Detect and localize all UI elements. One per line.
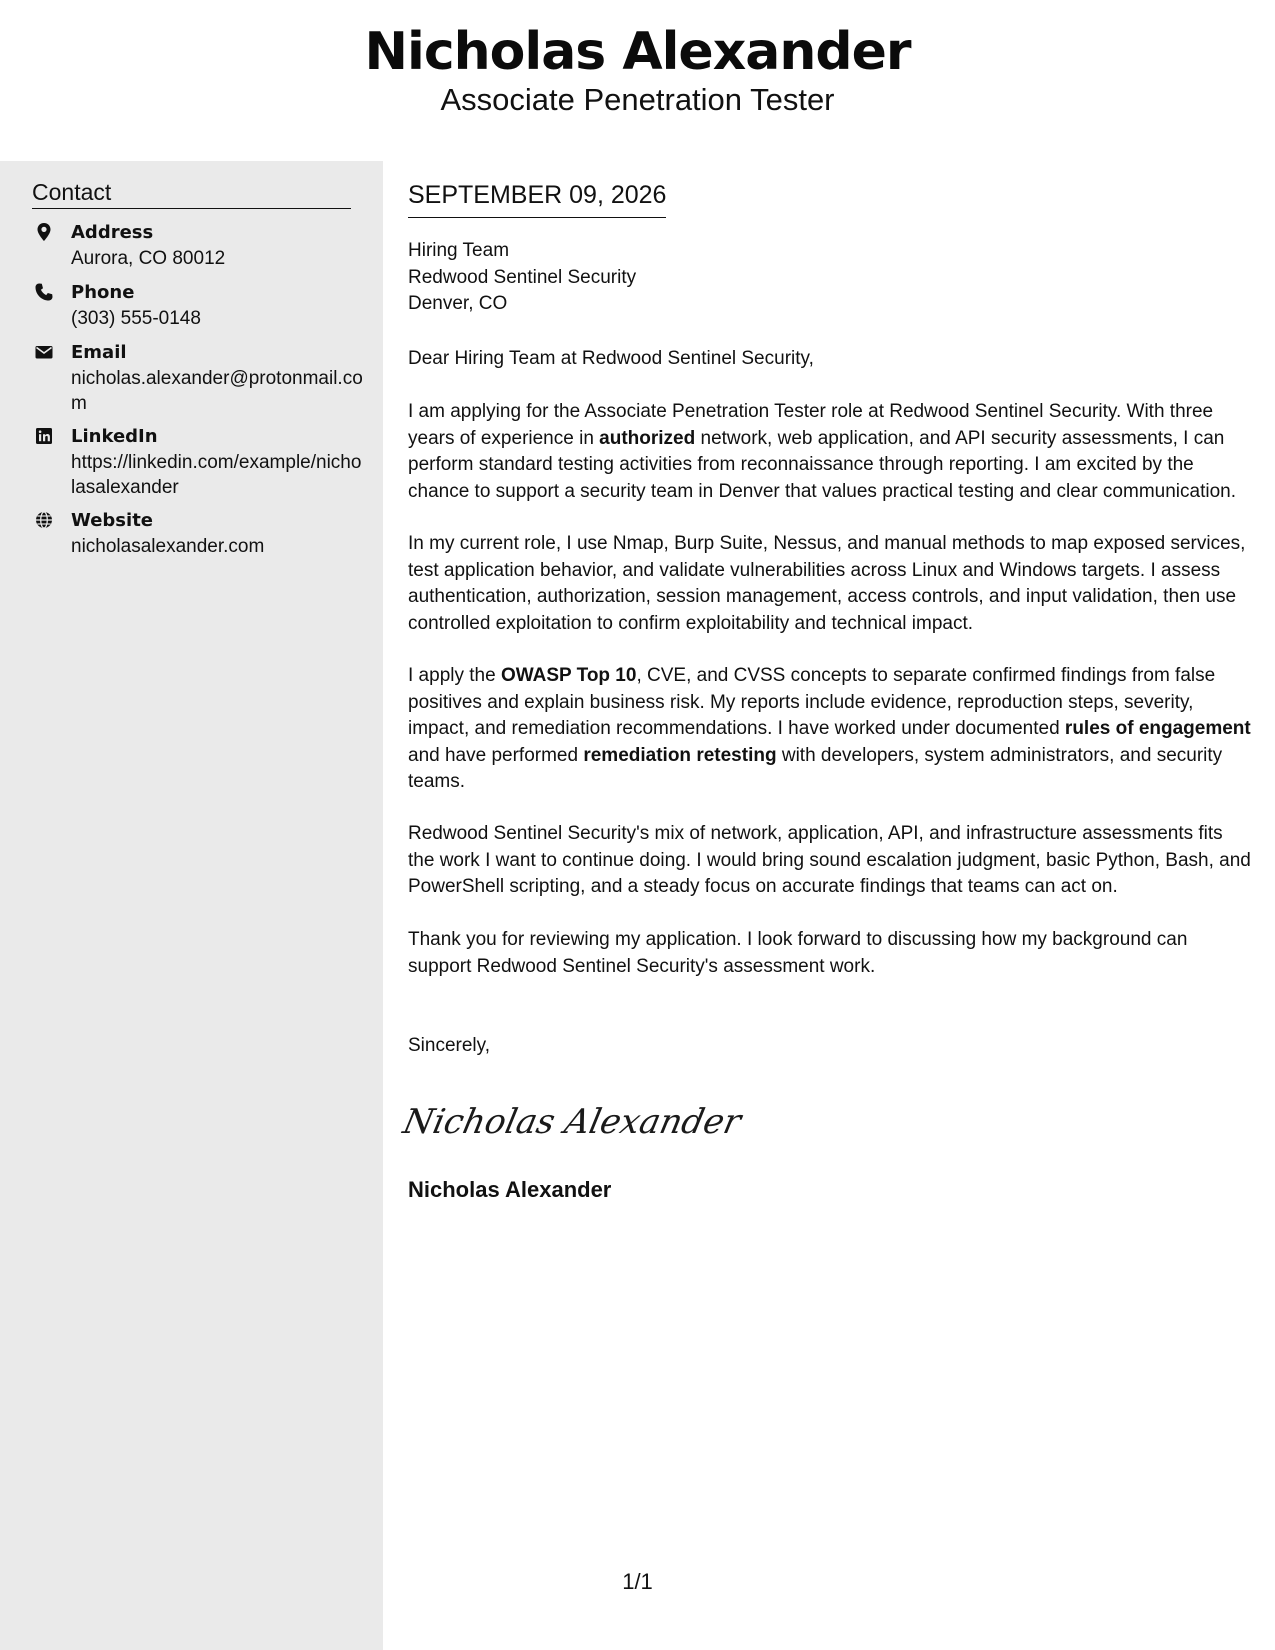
- letter-date: SEPTEMBER 09, 2026: [408, 179, 666, 218]
- signature-text: Nicholas Alexander: [399, 1102, 745, 1142]
- paragraph-text: network, web application, and API security assessments, I can perform standard testing activities from reconnaissance through reporting. I am excited by the chance to support a security team in Denver that values practical testing and clear communication.: [408, 427, 1236, 502]
- emphasis-text: remediation retesting: [583, 744, 777, 766]
- website-value[interactable]: nicholasalexander.com: [71, 536, 265, 557]
- paragraph-text: with developers, system administrators, and security teams.: [408, 744, 1223, 792]
- globe-icon: [34, 510, 54, 530]
- email-value[interactable]: nicholas.alexander@protonmail.com: [71, 368, 363, 414]
- phone-icon: [34, 282, 54, 302]
- phone-value: (303) 555-0148: [71, 308, 201, 329]
- paragraph-text: and have performed: [408, 744, 584, 766]
- emphasis-text: rules of engagement: [1064, 718, 1251, 739]
- recipient-line: Redwood Sentinel Security: [408, 266, 637, 288]
- body-paragraph: [408, 927, 1253, 980]
- signer-name: Nicholas Alexander: [408, 1177, 612, 1202]
- recipient-line: Denver, CO: [408, 293, 508, 314]
- contact-label: Address: [71, 222, 154, 243]
- contact-label: Website: [71, 510, 154, 531]
- contact-heading: Contact: [32, 177, 351, 209]
- recipient-line: Hiring Team: [408, 240, 510, 261]
- contact-label: Phone: [71, 282, 135, 303]
- address-value: Aurora, CO 80012: [71, 248, 226, 269]
- closing: Sincerely,: [408, 1035, 491, 1056]
- body-paragraph: [408, 663, 1253, 796]
- paragraph-text: Redwood Sentinel Security's mix of network, application, API, and infrastructure assessments fits the work I want to continue doing. I would bring sound escalation judgment, basic Python, Bash, and PowerShell scripting, and a steady focus on accurate findings that teams can act on.: [408, 823, 1251, 897]
- emphasis-text: OWASP Top 10: [500, 665, 637, 686]
- paragraph-text: I apply the: [408, 665, 501, 686]
- paragraph-text: In my current role, I use Nmap, Burp Suite, Nessus, and manual methods to map exposed services, test application behavior, and validate vulnerabilities across Linux and Windows targets. I assess authentication, authorization, session management, access controls, and input validation, then use controlled exploitation to confirm exploitability and technical impact.: [408, 533, 1246, 634]
- body-paragraph: [408, 821, 1253, 901]
- salutation: Dear Hiring Team at Redwood Sentinel Security,: [408, 348, 814, 369]
- body-paragraph: [408, 399, 1253, 505]
- envelope-icon: [34, 342, 54, 362]
- linkedin-value[interactable]: https://linkedin.com/example/nicholasalexander: [71, 452, 362, 498]
- paragraph-text: I am applying for the Associate Penetration Tester role at Redwood Sentinel Security. With three years of experience in: [408, 401, 1214, 449]
- map-pin-icon: [34, 222, 54, 242]
- job-title: Associate Penetration Tester: [440, 82, 835, 117]
- body-paragraph: [408, 531, 1253, 637]
- contact-sidebar: [0, 161, 383, 1650]
- paragraph-text: Thank you for reviewing my application. I look forward to discussing how my background can support Redwood Sentinel Security's assessment work.: [408, 929, 1188, 977]
- contact-label: Email: [71, 342, 127, 363]
- page-number: 1/1: [622, 1569, 653, 1594]
- emphasis-text: authorized: [599, 427, 696, 449]
- letter-header: [0, 0, 1275, 161]
- recipient-block: [408, 238, 636, 318]
- linkedin-icon: [34, 426, 54, 446]
- handwritten-signature: [399, 1093, 745, 1147]
- paragraph-text: , CVE, and CVSS concepts to separate confirmed findings from false positives and explain business risk. My reports include evidence, reproduction steps, severity, impact, and remediation recommendations. I have worked under documented: [408, 665, 1216, 739]
- applicant-name: Nicholas Alexander: [364, 22, 911, 82]
- contact-label: LinkedIn: [71, 426, 158, 447]
